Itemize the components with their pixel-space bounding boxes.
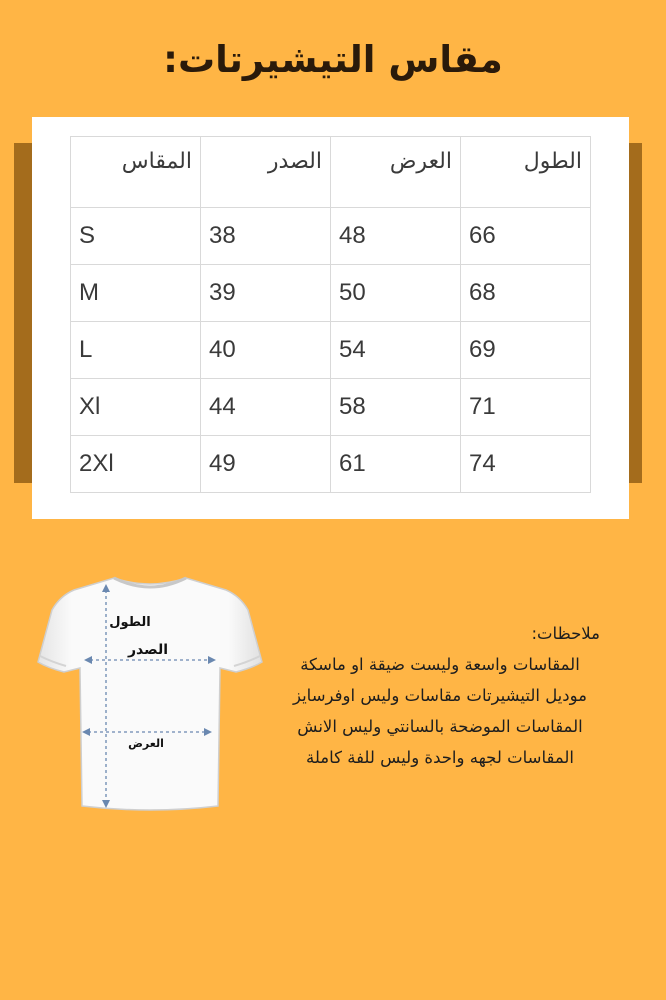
length-label: الطول (109, 615, 151, 630)
cell-width: 54 (331, 322, 461, 379)
cell-length: 74 (461, 436, 591, 493)
cell-size: L (71, 322, 201, 379)
cell-chest: 40 (201, 322, 331, 379)
table-row (71, 322, 591, 379)
header-chest: الصدر (201, 137, 331, 208)
cell-width: 61 (331, 436, 461, 493)
table-header-row (71, 137, 591, 208)
note-line: المقاسات الموضحة بالسانتي وليس الانش (297, 717, 583, 736)
cell-width: 48 (331, 208, 461, 265)
width-label: العرض (128, 737, 164, 750)
table-row (71, 379, 591, 436)
cell-chest: 39 (201, 265, 331, 322)
cell-size: 2Xl (71, 436, 201, 493)
cell-length: 69 (461, 322, 591, 379)
left-accent-bar (14, 143, 34, 483)
cell-size: Xl (71, 379, 201, 436)
cell-width: 50 (331, 265, 461, 322)
chest-label: الصدر (128, 642, 168, 658)
size-table-card (32, 117, 629, 519)
header-size: المقاس (71, 137, 201, 208)
notes-heading: ملاحظات: (531, 624, 600, 643)
header-width: العرض (331, 137, 461, 208)
note-line: المقاسات واسعة وليست ضيقة او ماسكة (300, 655, 580, 674)
cell-chest: 44 (201, 379, 331, 436)
size-table (70, 136, 591, 493)
cell-size: S (71, 208, 201, 265)
tshirt-icon (38, 578, 262, 810)
table-row (71, 265, 591, 322)
tshirt-measurement-diagram (30, 570, 270, 815)
cell-length: 68 (461, 265, 591, 322)
cell-length: 71 (461, 379, 591, 436)
note-line: المقاسات لجهه واحدة وليس للفة كاملة (305, 748, 575, 767)
cell-chest: 38 (201, 208, 331, 265)
note-line: موديل التيشيرتات مقاسات وليس اوفرسايز (292, 686, 587, 705)
page-title: مقاس التيشيرتات: (163, 38, 503, 81)
notes-section (270, 618, 610, 773)
table-row (71, 436, 591, 493)
cell-chest: 49 (201, 436, 331, 493)
table-row (71, 208, 591, 265)
cell-size: M (71, 265, 201, 322)
header-length: الطول (461, 137, 591, 208)
cell-length: 66 (461, 208, 591, 265)
cell-width: 58 (331, 379, 461, 436)
